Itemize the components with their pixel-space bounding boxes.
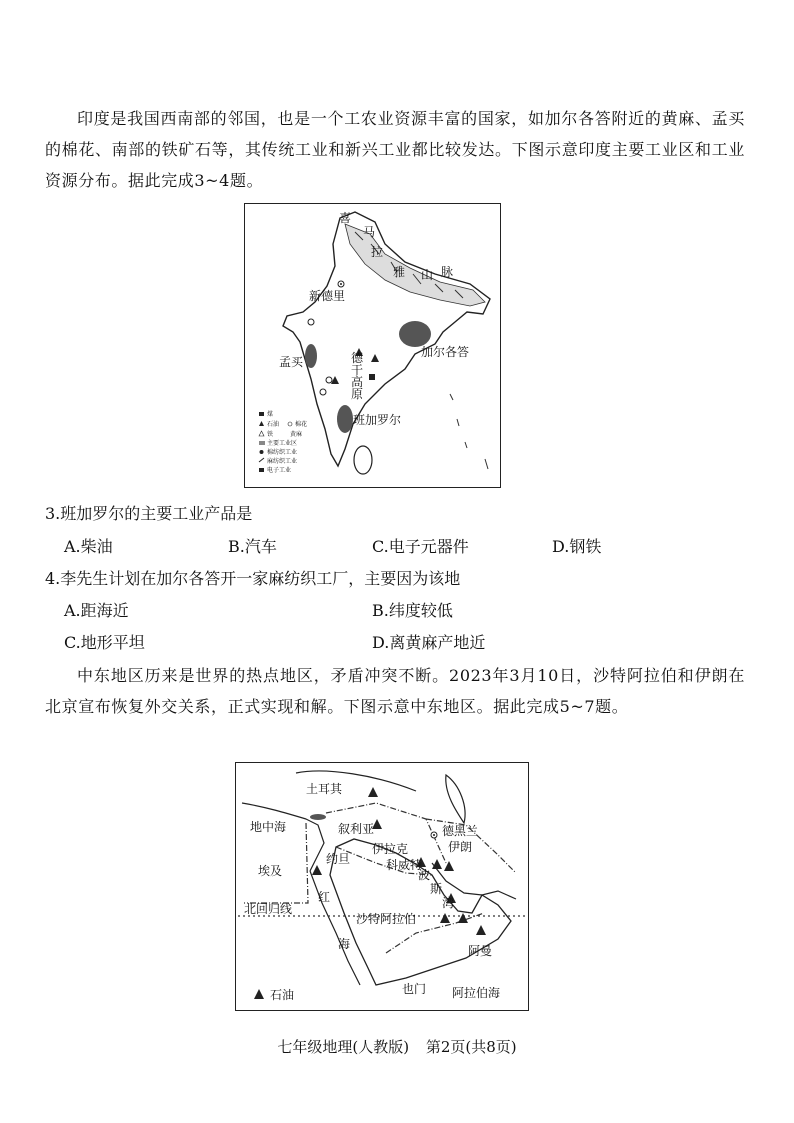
label-mumbai: 孟买 [279, 355, 304, 369]
mumbai-industrial-zone [305, 344, 317, 368]
label-saudi: 沙特阿拉伯 [356, 912, 417, 926]
q3-option-b[interactable]: B.汽车 [228, 537, 277, 556]
label-arabian-sea: 阿拉伯海 [452, 986, 501, 1000]
label-mai: 脉 [441, 265, 454, 279]
question-4-stem: 4.李先生计划在加尔各答开一家麻纺织工厂，主要因为该地 [45, 569, 461, 588]
footer-page-number: 第2页(共8页) [425, 1038, 517, 1056]
q3-option-a[interactable]: A.柴油 [64, 537, 113, 556]
label-oman: 阿曼 [468, 944, 493, 958]
q4-option-c[interactable]: C.地形平坦 [64, 633, 145, 652]
q4-option-a[interactable]: A.距海近 [64, 601, 129, 620]
q4-option-d[interactable]: D.离黄麻产地近 [372, 633, 486, 652]
label-si: 斯 [430, 882, 443, 896]
label-bo: 波 [418, 868, 431, 882]
label-syria: 叙利亚 [338, 822, 375, 836]
label-deccan-3: 高 [351, 375, 364, 389]
caspian-sea [446, 775, 465, 823]
label-new-delhi: 新德里 [309, 289, 346, 303]
label-ma: 马 [363, 225, 376, 239]
legend-coal: 煤 [267, 411, 274, 418]
iran-coast [432, 863, 516, 899]
india-coastline [283, 212, 490, 466]
legend-oil: 石油 [267, 421, 280, 428]
india-map-svg [245, 204, 500, 487]
footer-subject: 七年级地理(人教版) [277, 1038, 410, 1056]
label-deccan-1: 德 [351, 351, 364, 365]
label-jordan: 约旦 [326, 852, 351, 866]
label-deccan-4: 原 [351, 387, 364, 401]
legend-cotton: 棉花 [295, 421, 308, 428]
label-turkey: 土耳其 [306, 782, 343, 796]
label-shan: 山 [421, 268, 434, 282]
question-3-stem: 3.班加罗尔的主要工业产品是 [45, 504, 253, 523]
label-egypt: 埃及 [258, 864, 283, 878]
label-tehran: 德黑兰 [442, 824, 479, 838]
legend-industrial-zone: 主要工业区 [267, 440, 298, 447]
india-map-legend [259, 410, 307, 474]
label-hong: 红 [318, 890, 331, 904]
label-mediterranean: 地中海 [250, 820, 287, 834]
legend-jute-textile: 麻纺织工业 [267, 458, 298, 465]
intro-paragraph-india: 印度是我国西南部的邻国，也是一个工农业资源丰富的国家，如加尔各答附近的黄麻、孟买的棉花、南部的铁矿石等，其传统工业和新兴工业都比较发达。下图示意印度主要工业区和工业资源分布。据此完成3~4题。 [45, 109, 745, 190]
q3-option-d[interactable]: D.钢铁 [552, 537, 602, 556]
kolkata-industrial-zone [399, 321, 431, 347]
label-kuwait: 科威特 [386, 858, 423, 872]
label-hai: 海 [338, 937, 351, 951]
middle-east-map-svg [236, 763, 528, 1010]
legend-electronics: 电子工业 [267, 467, 292, 474]
label-yemen: 也门 [402, 982, 427, 996]
label-wan: 湾 [442, 896, 455, 910]
legend-oil-label: 石油 [270, 988, 295, 1002]
middle-east-map [235, 762, 529, 1011]
label-ya: 雅 [393, 265, 406, 279]
page-footer [0, 1036, 794, 1057]
legend-jute: 黄麻 [290, 431, 303, 438]
q4-option-b[interactable]: B.纬度较低 [372, 601, 453, 620]
legend-cotton-textile: 棉纺织工业 [267, 449, 298, 456]
label-kolkata: 加尔各答 [421, 345, 470, 359]
label-tropic: 北回归线 [244, 902, 293, 916]
label-deccan-2: 干 [351, 363, 364, 377]
label-xi: 喜 [339, 211, 352, 225]
india-industry-map [244, 203, 501, 488]
label-bangalore: 班加罗尔 [353, 413, 402, 427]
bangalore-industrial-zone [337, 405, 353, 433]
q3-option-c[interactable]: C.电子元器件 [372, 537, 469, 556]
intro-paragraph-middle-east: 中东地区历来是世界的热点地区，矛盾冲突不断。2023年3月10日，沙特阿拉伯和伊朗在北京宣布恢复外交关系，正式实现和解。下图示意中东地区。据此完成5~7题。 [45, 666, 745, 716]
label-iraq: 伊拉克 [372, 842, 409, 856]
legend-iron: 铁 [267, 431, 274, 438]
sri-lanka [354, 446, 372, 474]
label-la: 拉 [371, 245, 384, 259]
label-iran: 伊朗 [448, 840, 473, 854]
